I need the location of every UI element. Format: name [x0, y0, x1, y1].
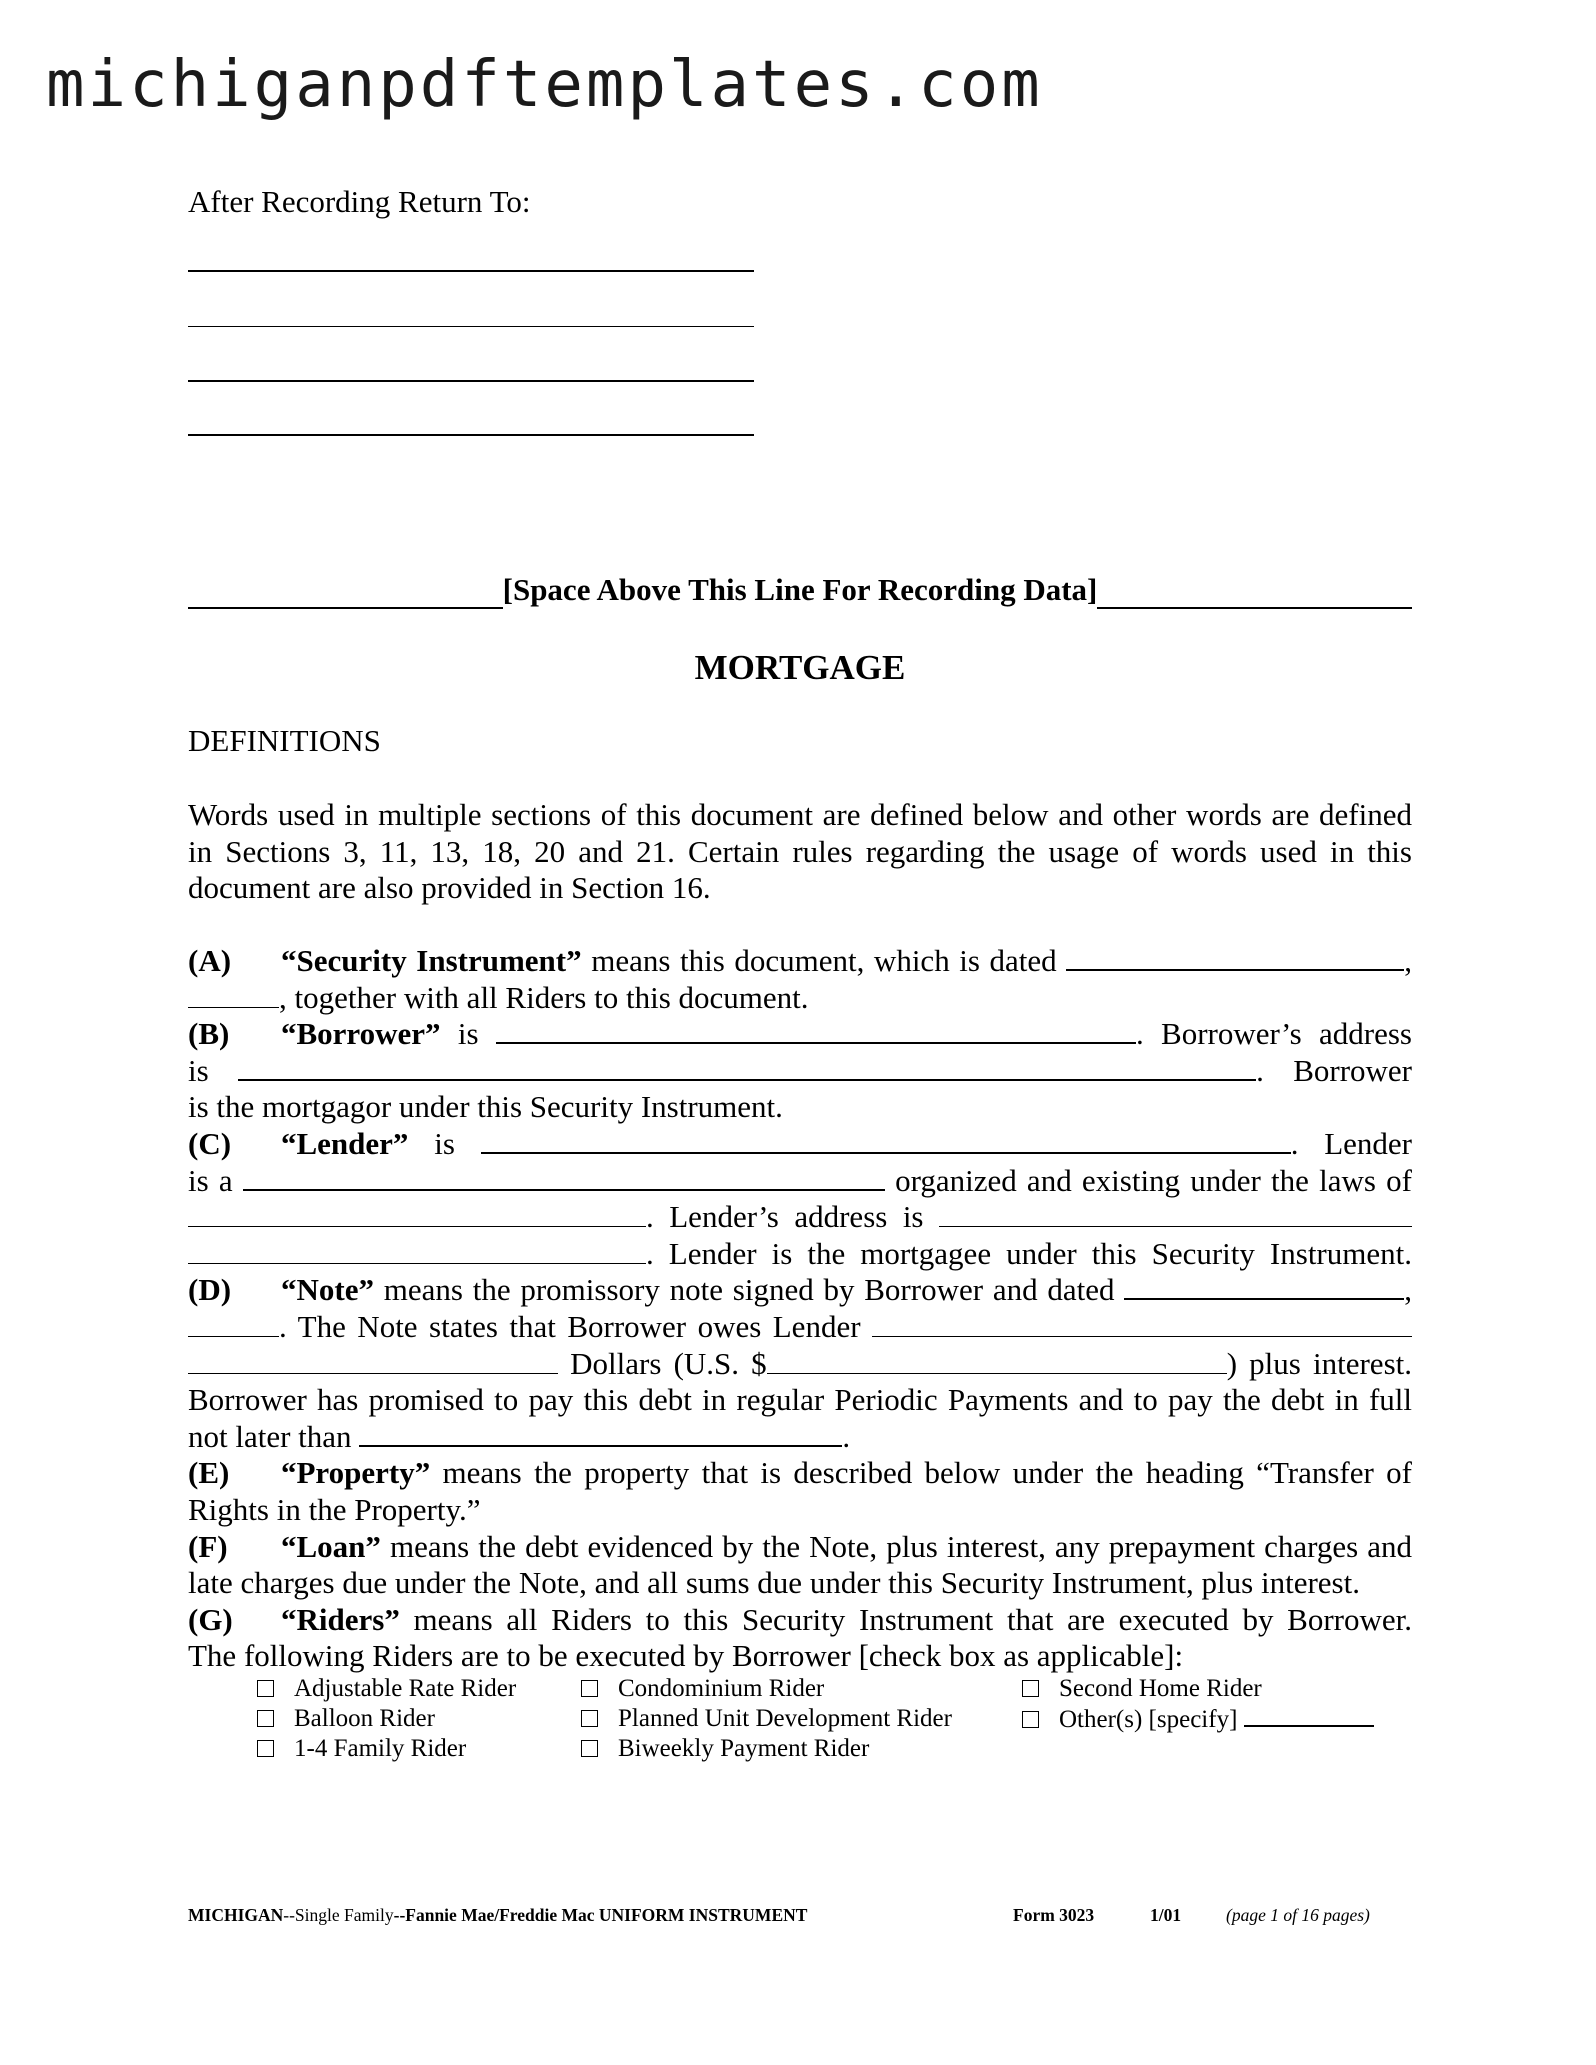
footer-form-identity: MICHIGAN--Single Family--Fannie Mae/Freddie Mac UNIFORM INSTRUMENT	[188, 1905, 808, 1925]
definition-g: (G) “Riders” means all Riders to this Security Instrument that are executed by Borrower.	[188, 1601, 1412, 1637]
checkbox[interactable]	[1022, 1711, 1039, 1728]
footer-form-number: Form 3023	[1013, 1905, 1095, 1925]
checkbox[interactable]	[257, 1710, 274, 1727]
note-amount-dollars-field[interactable]	[767, 1347, 1227, 1374]
return-address-line[interactable]	[188, 270, 754, 272]
definition-c: (C) “Lender” is . Lender	[188, 1125, 1412, 1161]
return-address-line[interactable]	[188, 380, 754, 382]
note-year-field[interactable]	[188, 1310, 279, 1337]
footer-form-date: 1/01	[1150, 1905, 1182, 1925]
intro-paragraph: Words used in multiple sections of this document are defined below and other words are defined in Sections 3, 11, 13, 18, 20 and 21. Certain rules regarding the usage of words used in this document are also provided in Section 16.	[188, 797, 1412, 906]
checkbox[interactable]	[581, 1740, 598, 1757]
lender-jurisdiction-field[interactable]	[188, 1200, 646, 1227]
footer-page-number: (page 1 of 16 pages)	[1226, 1905, 1370, 1925]
checkbox[interactable]	[1022, 1680, 1039, 1697]
return-address-line[interactable]	[188, 326, 754, 327]
rider-adjustable-rate[interactable]: Adjustable Rate Rider	[257, 1674, 516, 1704]
rider-condominium[interactable]: Condominium Rider	[581, 1674, 824, 1704]
checkbox[interactable]	[257, 1740, 274, 1757]
divider-line	[188, 579, 503, 609]
other-riders-field[interactable]	[1244, 1704, 1374, 1727]
rider-biweekly-payment[interactable]: Biweekly Payment Rider	[581, 1734, 869, 1764]
note-amount-words-field-2[interactable]	[188, 1347, 558, 1374]
borrower-address-field[interactable]	[238, 1053, 1256, 1081]
definitions-list: (A) “Security Instrument” means this document, which is dated , , together with all Riders to this document. (B) “Borrower” is . Borrower’s address is . Borrower is the mortgagor under this Security Instrument. (C) “Lender” is . Lender is a organized and existing under the laws of . Lender’s address is . Lender is the mortgagee under this Security Instrument. (D) “Note” means the promissory note signed by Borrower and dated , . The Note states that Borrower owes Lender Dollars (U.S. $ ) plus interest. Borrower has promised to pay this debt in regular Periodic Payments and to pay the debt in full not later than . (E) “Property” means the property that is described below under the heading “Transfer of Rights in the Property.” (F) “Loan” means the debt evidenced by the Note, plus interest, any prepayment charges and late charges due under the Note, and all sums due under this Security Instrument, plus interest. (G) “Riders” means all Riders to this Security Instrument that are executed by Borrower. The following Riders are to be executed by Borrower [check box as applicable]:	[188, 943, 1412, 1674]
rider-1-4-family[interactable]: 1-4 Family Rider	[257, 1734, 466, 1764]
checkbox[interactable]	[581, 1680, 598, 1697]
note-date-field[interactable]	[1124, 1272, 1404, 1300]
rider-second-home[interactable]: Second Home Rider	[1022, 1674, 1262, 1704]
rider-balloon[interactable]: Balloon Rider	[257, 1704, 435, 1734]
lender-address-field-2[interactable]	[188, 1237, 646, 1264]
definition-e: (E) “Property” means the property that is described below under the heading “Transfer of	[188, 1455, 1412, 1491]
recording-space-divider	[188, 572, 1412, 609]
payoff-date-field[interactable]	[359, 1419, 842, 1447]
checkbox[interactable]	[581, 1710, 598, 1727]
definitions-heading: DEFINITIONS	[188, 723, 381, 758]
definition-f: (F) “Loan” means the debt evidenced by the Note, plus interest, any prepayment charges and	[188, 1528, 1412, 1564]
return-address-line[interactable]	[188, 434, 754, 436]
document-title: MORTGAGE	[694, 648, 906, 687]
definition-a: (A) “Security Instrument” means this document, which is dated ,	[188, 943, 1412, 978]
definition-b: (B) “Borrower” is . Borrower’s address	[188, 1016, 1412, 1052]
security-instrument-date-field[interactable]	[1066, 943, 1404, 971]
checkbox[interactable]	[257, 1680, 274, 1697]
lender-address-field[interactable]	[939, 1200, 1412, 1227]
rider-planned-unit-development[interactable]: Planned Unit Development Rider	[581, 1704, 952, 1734]
definition-d: (D) “Note” means the promissory note signed by Borrower and dated ,	[188, 1272, 1412, 1308]
security-instrument-year-field[interactable]	[188, 981, 279, 1008]
divider-line	[1097, 579, 1412, 609]
rider-other[interactable]: Other(s) [specify]	[1022, 1704, 1374, 1735]
return-to-label: After Recording Return To:	[188, 184, 531, 219]
note-amount-words-field[interactable]	[872, 1310, 1412, 1337]
recording-space-label: [Space Above This Line For Recording Data]	[502, 572, 1098, 607]
borrower-name-field[interactable]	[496, 1016, 1136, 1044]
lender-entity-type-field[interactable]	[243, 1163, 885, 1191]
lender-name-field[interactable]	[481, 1126, 1291, 1154]
watermark: michiganpdftemplates.com	[46, 48, 1043, 122]
